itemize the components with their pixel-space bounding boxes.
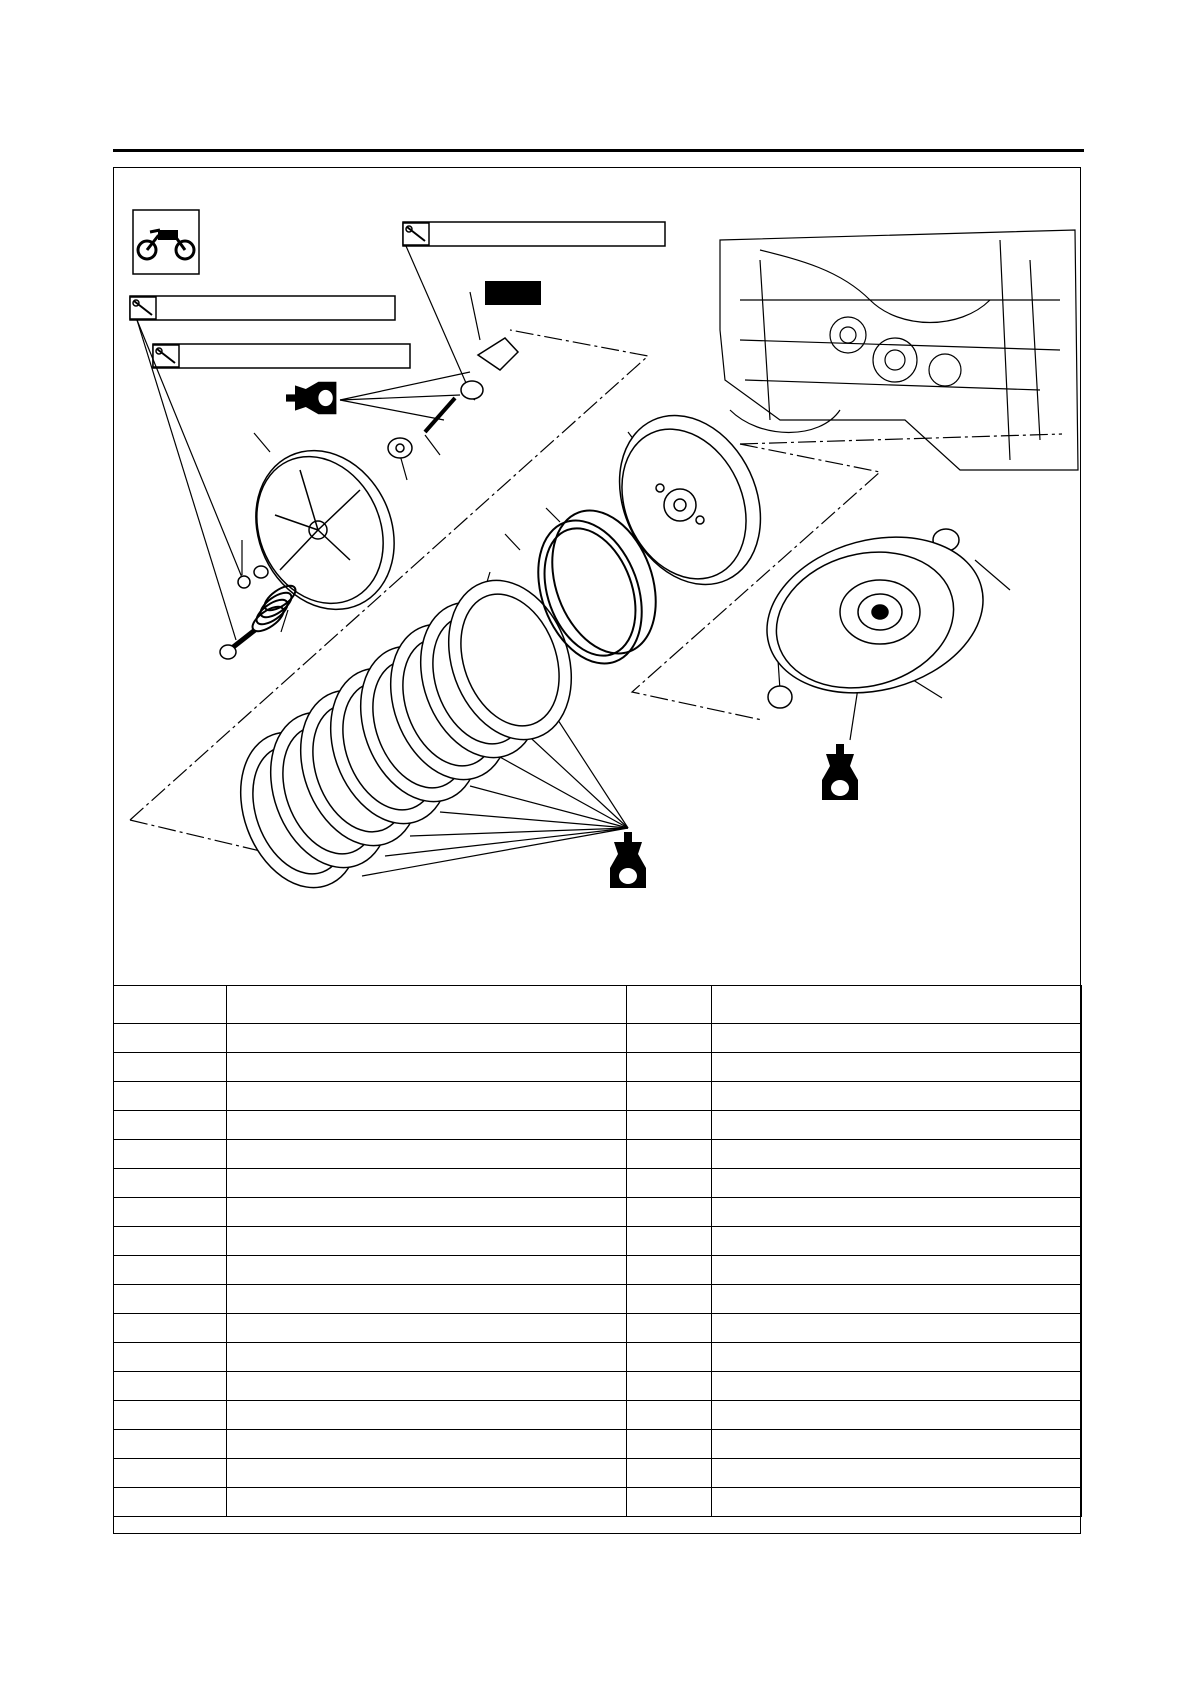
engine-case-illustration bbox=[720, 230, 1078, 470]
table-cell bbox=[712, 1430, 1082, 1459]
bolt bbox=[220, 630, 255, 659]
table-cell bbox=[627, 1111, 712, 1140]
table-cell bbox=[627, 1285, 712, 1314]
table-cell bbox=[227, 1256, 627, 1285]
table-cell bbox=[227, 1024, 627, 1053]
table-cell bbox=[114, 1053, 227, 1082]
table-row bbox=[114, 1227, 1082, 1256]
header-cell bbox=[712, 986, 1082, 1024]
table-cell bbox=[114, 1285, 227, 1314]
motorcycle-icon bbox=[133, 210, 199, 274]
oil-can-icon bbox=[610, 832, 646, 888]
spec-box-1 bbox=[130, 296, 395, 320]
table-cell bbox=[627, 1314, 712, 1343]
table-row bbox=[114, 1372, 1082, 1401]
table-cell bbox=[227, 1372, 627, 1401]
table-cell bbox=[227, 1459, 627, 1488]
table-cell bbox=[712, 1488, 1082, 1517]
table-cell bbox=[114, 1256, 227, 1285]
clutch-boss bbox=[593, 392, 787, 607]
table-cell bbox=[712, 1140, 1082, 1169]
table-cell bbox=[627, 1343, 712, 1372]
clutch-housing bbox=[749, 514, 1000, 716]
table-cell bbox=[712, 1082, 1082, 1111]
table-row bbox=[114, 1082, 1082, 1111]
table-cell bbox=[627, 1459, 712, 1488]
table-cell bbox=[627, 1082, 712, 1111]
table-cell bbox=[114, 1459, 227, 1488]
oil-can-icon bbox=[286, 382, 336, 414]
table-cell bbox=[114, 1024, 227, 1053]
table-cell bbox=[712, 1343, 1082, 1372]
table-cell bbox=[227, 1082, 627, 1111]
table-row bbox=[114, 1198, 1082, 1227]
table-cell bbox=[227, 1053, 627, 1082]
table-cell bbox=[114, 1430, 227, 1459]
table-cell bbox=[712, 1256, 1082, 1285]
table-cell bbox=[712, 1285, 1082, 1314]
table-row bbox=[114, 1053, 1082, 1082]
oil-can-icon bbox=[822, 744, 858, 800]
spec-box-3 bbox=[403, 222, 665, 246]
table-cell bbox=[627, 1372, 712, 1401]
table-cell bbox=[227, 1343, 627, 1372]
table-cell bbox=[712, 1314, 1082, 1343]
table-cell bbox=[114, 1111, 227, 1140]
table-cell bbox=[227, 1198, 627, 1227]
table-cell bbox=[114, 1082, 227, 1111]
table-cell bbox=[227, 1169, 627, 1198]
table-cell bbox=[227, 1111, 627, 1140]
table-cell bbox=[712, 1459, 1082, 1488]
header-cell bbox=[114, 986, 227, 1024]
push-rod bbox=[425, 398, 455, 432]
table-cell bbox=[114, 1140, 227, 1169]
table-cell bbox=[227, 1314, 627, 1343]
table-cell bbox=[114, 1343, 227, 1372]
table-row bbox=[114, 1256, 1082, 1285]
table-cell bbox=[712, 1198, 1082, 1227]
table-cell bbox=[114, 1198, 227, 1227]
table-cell bbox=[712, 1401, 1082, 1430]
locknut-and-lever bbox=[461, 338, 518, 399]
table-cell bbox=[227, 1430, 627, 1459]
table-cell bbox=[114, 1372, 227, 1401]
table-cell bbox=[712, 1227, 1082, 1256]
table-cell bbox=[627, 1488, 712, 1517]
table-cell bbox=[712, 1024, 1082, 1053]
table-cell bbox=[227, 1488, 627, 1517]
table-cell bbox=[114, 1169, 227, 1198]
table-cell bbox=[114, 1401, 227, 1430]
new-part-tag-icon bbox=[485, 281, 541, 305]
table-row bbox=[114, 1169, 1082, 1198]
table-cell bbox=[227, 1140, 627, 1169]
table-cell bbox=[114, 1227, 227, 1256]
table-cell bbox=[627, 1169, 712, 1198]
table-cell bbox=[627, 1053, 712, 1082]
table-row bbox=[114, 1459, 1082, 1488]
table-row bbox=[114, 1111, 1082, 1140]
table-cell bbox=[627, 1198, 712, 1227]
parts-table bbox=[113, 985, 1082, 1517]
table-cell bbox=[227, 1227, 627, 1256]
table-cell bbox=[627, 1024, 712, 1053]
header-cell bbox=[227, 986, 627, 1024]
table-row bbox=[114, 1285, 1082, 1314]
spec-box-2 bbox=[153, 344, 410, 368]
table-cell bbox=[712, 1053, 1082, 1082]
table-cell bbox=[627, 1430, 712, 1459]
table-cell bbox=[227, 1401, 627, 1430]
table-row bbox=[114, 1401, 1082, 1430]
table-cell bbox=[627, 1401, 712, 1430]
table-header bbox=[114, 986, 1082, 1024]
table-row bbox=[114, 1024, 1082, 1053]
table-cell bbox=[627, 1140, 712, 1169]
table-cell bbox=[227, 1285, 627, 1314]
table-cell bbox=[712, 1372, 1082, 1401]
table-row bbox=[114, 1140, 1082, 1169]
header-cell bbox=[627, 986, 712, 1024]
table-cell bbox=[627, 1227, 712, 1256]
table-cell bbox=[114, 1314, 227, 1343]
table-cell bbox=[114, 1488, 227, 1517]
pressure-plate bbox=[231, 428, 420, 632]
table-cell bbox=[627, 1256, 712, 1285]
table-cell bbox=[712, 1111, 1082, 1140]
table-row bbox=[114, 1343, 1082, 1372]
table-cell bbox=[712, 1169, 1082, 1198]
table-row bbox=[114, 1488, 1082, 1517]
table-row bbox=[114, 1314, 1082, 1343]
table-row bbox=[114, 1430, 1082, 1459]
